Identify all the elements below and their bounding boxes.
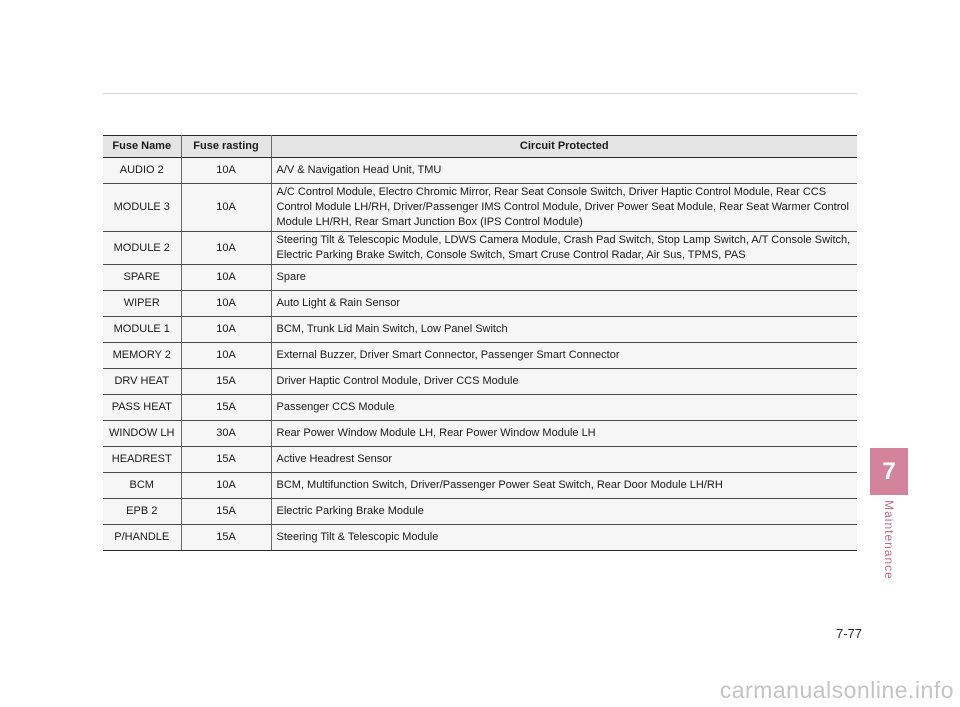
fuse-rating-cell: 10A — [181, 317, 271, 343]
circuit-cell: Passenger CCS Module — [271, 395, 857, 421]
fuse-rating-cell: 10A — [181, 291, 271, 317]
fuse-rating-cell: 15A — [181, 369, 271, 395]
fuse-rating-cell: 10A — [181, 343, 271, 369]
fuse-rating-cell: 10A — [181, 473, 271, 499]
table-row — [103, 421, 857, 447]
header-fuse-rating: Fuse rasting — [181, 136, 271, 158]
table-row — [103, 395, 857, 421]
circuit-cell: Steering Tilt & Telescopic Module, LDWS Camera Module, Crash Pad Switch, Stop Lamp Switch, A/T Console Switch, Electric Parking Brake Switch, Console Switch, Smart Cruse Control Radar, Air Sus, TPMS, PAS — [271, 232, 857, 265]
header-fuse-name: Fuse Name — [103, 136, 181, 158]
top-divider — [103, 93, 857, 94]
fuse-name-cell: P/HANDLE — [103, 525, 181, 551]
fuse-name-cell: MODULE 1 — [103, 317, 181, 343]
circuit-cell: Active Headrest Sensor — [271, 447, 857, 473]
fuse-name-cell: BCM — [103, 473, 181, 499]
fuse-name-cell: WINDOW LH — [103, 421, 181, 447]
fuse-rating-cell: 15A — [181, 525, 271, 551]
circuit-cell: External Buzzer, Driver Smart Connector, Passenger Smart Connector — [271, 343, 857, 369]
fuse-name-cell: DRV HEAT — [103, 369, 181, 395]
circuit-cell: Electric Parking Brake Module — [271, 499, 857, 525]
table-row — [103, 158, 857, 184]
fuse-name-cell: MEMORY 2 — [103, 343, 181, 369]
table-row — [103, 473, 857, 499]
fuse-rating-cell: 10A — [181, 232, 271, 265]
table-row — [103, 343, 857, 369]
page-number: 7-77 — [835, 626, 862, 641]
fuse-rating-cell: 10A — [181, 158, 271, 184]
fuse-rating-cell: 15A — [181, 395, 271, 421]
circuit-cell: Driver Haptic Control Module, Driver CCS Module — [271, 369, 857, 395]
watermark-text: carmanualsonline.info — [719, 677, 954, 703]
circuit-cell: BCM, Multifunction Switch, Driver/Passenger Power Seat Switch, Rear Door Module LH/RH — [271, 473, 857, 499]
circuit-cell: BCM, Trunk Lid Main Switch, Low Panel Switch — [271, 317, 857, 343]
table-row — [103, 317, 857, 343]
table-row — [103, 525, 857, 551]
header-circuit-protected: Circuit Protected — [271, 136, 857, 158]
circuit-cell: A/V & Navigation Head Unit, TMU — [271, 158, 857, 184]
fuse-name-cell: EPB 2 — [103, 499, 181, 525]
chapter-tab[interactable]: 7 — [870, 448, 908, 495]
fuse-rating-cell: 10A — [181, 265, 271, 291]
fuse-name-cell: MODULE 3 — [103, 184, 181, 232]
chapter-title: Maintenance — [882, 500, 896, 580]
table-row — [103, 291, 857, 317]
table-row — [103, 447, 857, 473]
circuit-cell: Auto Light & Rain Sensor — [271, 291, 857, 317]
fuse-name-cell: HEADREST — [103, 447, 181, 473]
table-header — [103, 136, 857, 158]
fuse-name-cell: MODULE 2 — [103, 232, 181, 265]
table-row — [103, 499, 857, 525]
table-row — [103, 184, 857, 232]
circuit-cell: A/C Control Module, Electro Chromic Mirror, Rear Seat Console Switch, Driver Haptic Control Module, Rear CCS Control Module LH/RH, Driver/Passenger IMS Control Module, Driver Power Seat Module, Rear Seat Warmer Control Module LH/RH, Rear Smart Junction Box (IPS Control Module) — [271, 184, 857, 232]
fuse-table — [103, 135, 857, 551]
fuse-rating-cell: 15A — [181, 447, 271, 473]
fuse-rating-cell: 15A — [181, 499, 271, 525]
table-row — [103, 232, 857, 265]
circuit-cell: Rear Power Window Module LH, Rear Power Window Module LH — [271, 421, 857, 447]
fuse-name-cell: PASS HEAT — [103, 395, 181, 421]
fuse-name-cell: WIPER — [103, 291, 181, 317]
table-body — [103, 158, 857, 551]
table-row — [103, 369, 857, 395]
circuit-cell: Steering Tilt & Telescopic Module — [271, 525, 857, 551]
table-row — [103, 265, 857, 291]
circuit-cell: Spare — [271, 265, 857, 291]
fuse-rating-cell: 10A — [181, 184, 271, 232]
fuse-name-cell: SPARE — [103, 265, 181, 291]
fuse-name-cell: AUDIO 2 — [103, 158, 181, 184]
fuse-rating-cell: 30A — [181, 421, 271, 447]
